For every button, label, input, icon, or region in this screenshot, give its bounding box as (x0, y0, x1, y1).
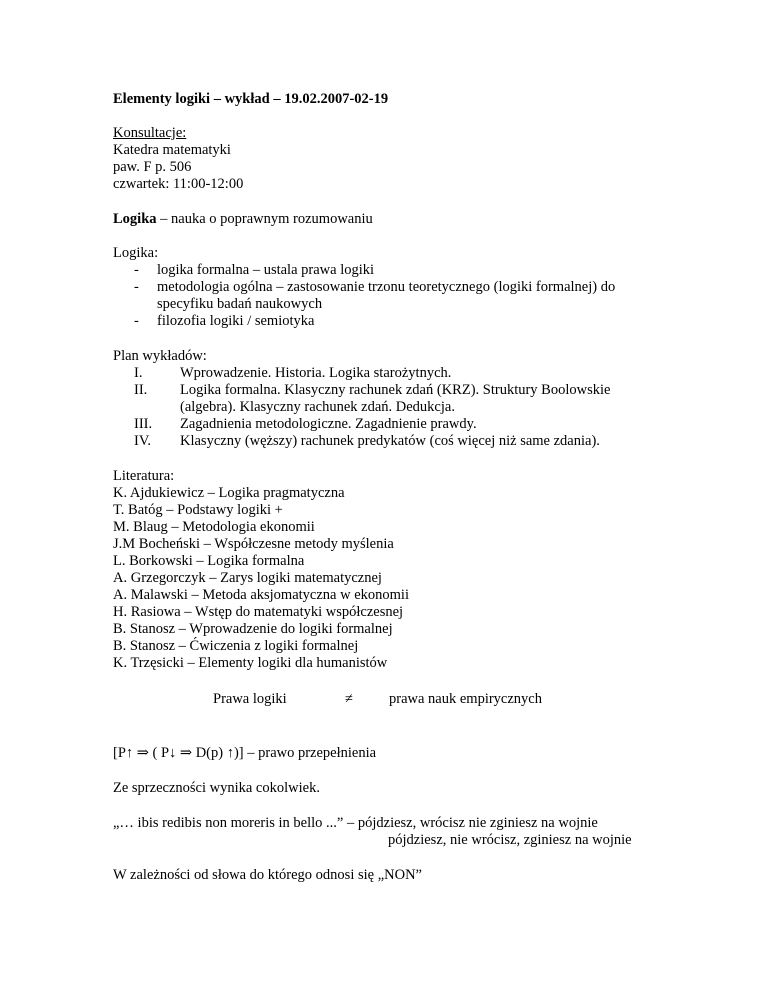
list-item: metodologia ogólna – zastosowanie trzonu teoretycznego (logiki formalnej) do (157, 279, 616, 295)
comparison-left: Prawa logiki (213, 691, 287, 707)
literature-item: A. Malawski – Metoda aksjomatyczna w ekonomii (113, 587, 409, 603)
closing-line: W zależności od słowa do którego odnosi się „NON” (113, 867, 422, 883)
plan-item: Klasyczny (węższy) rachunek predykatów (coś więcej niż same zdania). (180, 433, 600, 449)
literature-item: M. Blaug – Metodologia ekonomii (113, 519, 315, 535)
literature-item: L. Borkowski – Logika formalna (113, 553, 305, 569)
consultations-line: czwartek: 11:00-12:00 (113, 176, 244, 192)
literature-item: K. Trzęsicki – Elementy logiki dla humanistów (113, 655, 388, 671)
list-item-continuation: specyfiku badań naukowych (157, 296, 323, 312)
consultations-line: Katedra matematyki (113, 142, 231, 158)
list-item: filozofia logiki / semiotyka (157, 313, 315, 329)
contradiction-line: Ze sprzeczności wynika cokolwiek. (113, 780, 320, 796)
plan-item: Zagadnienia metodologiczne. Zagadnienie prawdy. (180, 416, 477, 432)
comparison-right: prawa nauk empirycznych (389, 691, 542, 707)
roman-numeral: I. (134, 365, 143, 381)
literature-item: K. Ajdukiewicz – Logika pragmatyczna (113, 485, 345, 501)
literature-item: B. Stanosz – Ćwiczenia z logiki formalnej (113, 638, 359, 654)
formula-line: [P↑ ⇒ ( P↓ ⇒ D(p) ↑)] – prawo przepełnienia (113, 745, 377, 761)
consultations-heading: Konsultacje: (113, 125, 187, 141)
bullet-dash: - (134, 279, 139, 295)
document-title: Elementy logiki – wykład – 19.02.2007-02-19 (113, 91, 389, 107)
bullet-dash: - (134, 262, 139, 278)
literature-item: H. Rasiowa – Wstęp do matematyki współczesnej (113, 604, 404, 620)
literature-heading: Literatura: (113, 468, 175, 484)
roman-numeral: III. (134, 416, 153, 432)
consultations-line: paw. F p. 506 (113, 159, 192, 175)
plan-heading: Plan wykładów: (113, 348, 207, 364)
definition-line (113, 211, 373, 228)
literature-item: T. Batóg – Podstawy logiki + (113, 502, 283, 518)
roman-numeral: IV. (134, 433, 152, 449)
quote-line: „… ibis redibis non moreris in bello ...” – pójdziesz, wrócisz nie zginiesz na wojnie (113, 815, 598, 831)
literature-item: B. Stanosz – Wprowadzenie do logiki formalnej (113, 621, 393, 637)
logic-heading: Logika: (113, 245, 159, 261)
definition-text: – nauka o poprawnym rozumowaniu (156, 211, 373, 227)
quote-second-line: pójdziesz, nie wrócisz, zginiesz na wojnie (388, 832, 632, 848)
literature-item: A. Grzegorczyk – Zarys logiki matematycznej (113, 570, 382, 586)
plan-item-continuation: (algebra). Klasyczny rachunek zdań. Dedukcja. (180, 399, 455, 415)
plan-item: Logika formalna. Klasyczny rachunek zdań (KRZ). Struktury Boolowskie (180, 382, 611, 398)
literature-item: J.M Bocheński – Współczesne metody myślenia (113, 536, 394, 552)
bullet-dash: - (134, 313, 139, 329)
roman-numeral: II. (134, 382, 148, 398)
definition-term: Logika (113, 211, 157, 227)
not-equal-symbol: ≠ (345, 691, 353, 707)
plan-item: Wprowadzenie. Historia. Logika starożytnych. (180, 365, 452, 381)
list-item: logika formalna – ustala prawa logiki (157, 262, 375, 278)
